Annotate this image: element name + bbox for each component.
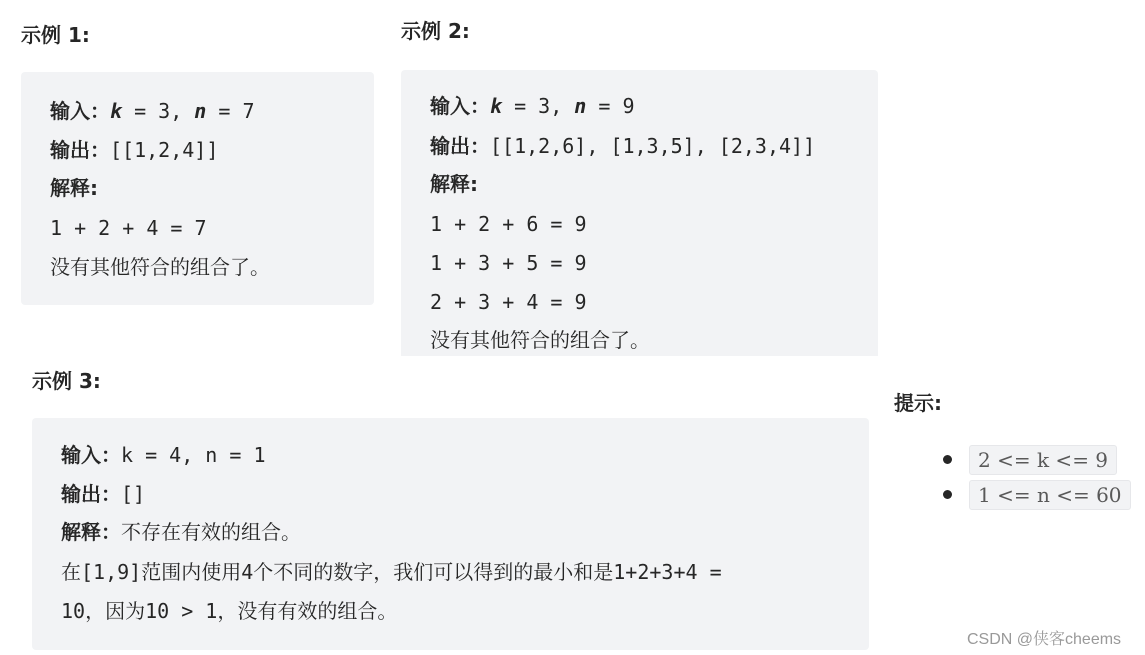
output-label: 输出： bbox=[430, 134, 490, 158]
example-2-explain-label: 解释: bbox=[430, 172, 478, 196]
example-3-detail-line-2 bbox=[61, 596, 397, 626]
output-value: [[1,2,4]] bbox=[110, 138, 219, 162]
text-segment: 在 bbox=[61, 560, 81, 584]
var-k: k bbox=[110, 99, 123, 123]
input-label: 输入： bbox=[430, 94, 490, 118]
example-2-explain-line-2: 1 + 3 + 5 = 9 bbox=[430, 251, 587, 275]
tips-heading: 提示: bbox=[894, 391, 942, 415]
var-n: n bbox=[194, 99, 207, 123]
input-value: k = 4, n = 1 bbox=[121, 443, 266, 467]
output-value: [] bbox=[121, 482, 146, 506]
example-1-explain-label: 解释: bbox=[50, 176, 98, 200]
example-1-box bbox=[21, 72, 374, 305]
example-2-explain-line-3: 2 + 3 + 4 = 9 bbox=[430, 290, 587, 314]
code-segment: 1+2+3+4 = bbox=[613, 560, 722, 584]
k-value: = 3, bbox=[502, 94, 575, 118]
example-3-explain-line bbox=[61, 517, 301, 547]
example-1-explain-line-2: 没有其他符合的组合了。 bbox=[50, 255, 270, 279]
example-3-heading: 示例 3: bbox=[32, 369, 101, 393]
tip-code-2: 1 <= n <= 60 bbox=[969, 480, 1131, 510]
example-1-output-line bbox=[50, 135, 218, 165]
watermark: CSDN @侠客cheems bbox=[967, 631, 1122, 648]
output-label: 输出： bbox=[61, 482, 121, 506]
output-label: 输出： bbox=[50, 138, 110, 162]
example-3-box bbox=[32, 418, 869, 650]
example-2-input-line bbox=[430, 91, 635, 121]
bullet-icon bbox=[943, 455, 952, 464]
example-3-output-line bbox=[61, 479, 145, 509]
example-2-box bbox=[401, 70, 878, 356]
example-3-input-line bbox=[61, 440, 266, 470]
input-label: 输入： bbox=[50, 99, 110, 123]
text-segment: ，没有有效的组合。 bbox=[217, 599, 398, 623]
example-1-explain-line-1: 1 + 2 + 4 = 7 bbox=[50, 216, 207, 240]
text-segment: 个不同的数字，我们可以得到的最小和是 bbox=[253, 560, 614, 584]
example-1-heading: 示例 1: bbox=[21, 23, 90, 47]
example-3-detail-line-1 bbox=[61, 557, 722, 587]
code-segment: 10 > 1 bbox=[145, 599, 218, 623]
example-2-output-line bbox=[430, 131, 815, 161]
text-segment: 范围内使用 bbox=[141, 560, 242, 584]
input-label: 输入： bbox=[61, 443, 121, 467]
example-2-explain-line-4: 没有其他符合的组合了。 bbox=[430, 328, 650, 352]
explain-value: 不存在有效的组合。 bbox=[121, 520, 301, 544]
tip-code-1: 2 <= k <= 9 bbox=[969, 445, 1117, 475]
example-1-input-line bbox=[50, 96, 255, 126]
example-2-heading: 示例 2: bbox=[401, 19, 470, 43]
explain-label: 解释： bbox=[61, 520, 121, 544]
k-value: = 3, bbox=[122, 99, 195, 123]
output-value: [[1,2,6], [1,3,5], [2,3,4]] bbox=[490, 134, 816, 158]
n-value: = 9 bbox=[586, 94, 635, 118]
code-segment: 10 bbox=[61, 599, 86, 623]
n-value: = 7 bbox=[206, 99, 255, 123]
var-n: n bbox=[574, 94, 587, 118]
code-segment: [1,9] bbox=[81, 560, 142, 584]
example-2-explain-line-1: 1 + 2 + 6 = 9 bbox=[430, 212, 587, 236]
text-segment: ，因为 bbox=[85, 599, 146, 623]
var-k: k bbox=[490, 94, 503, 118]
bullet-icon bbox=[943, 490, 952, 499]
code-segment: 4 bbox=[241, 560, 254, 584]
